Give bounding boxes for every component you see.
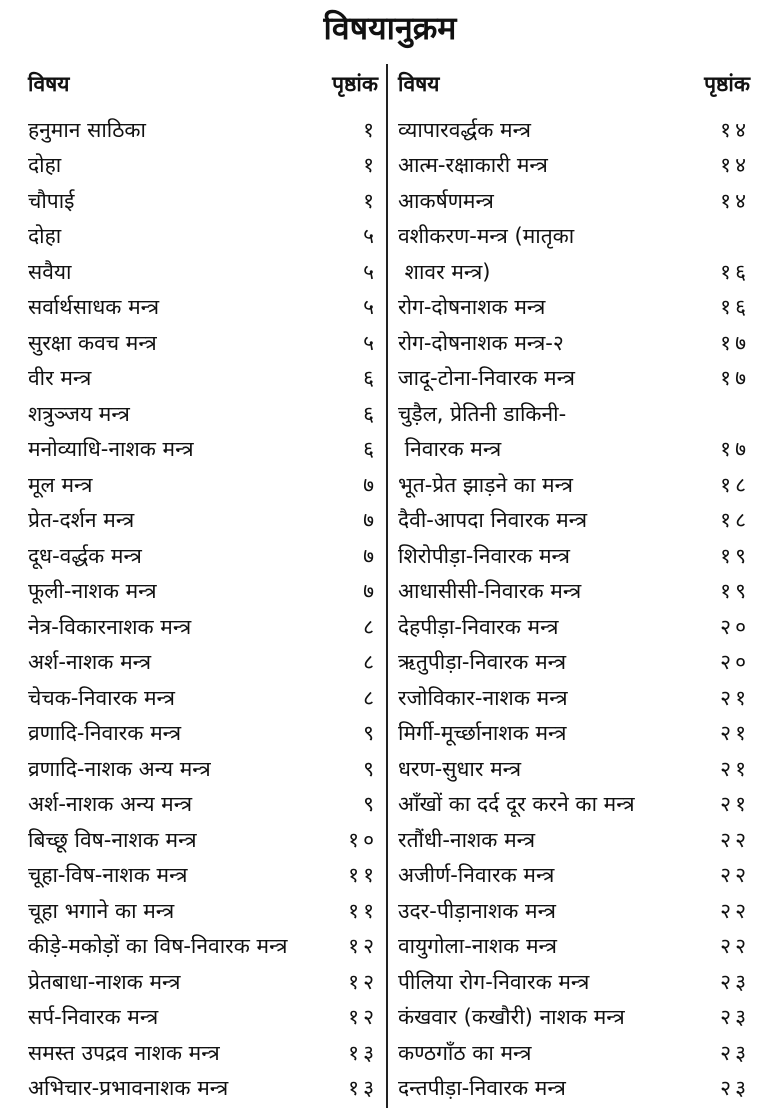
- entry-page-number: २२: [720, 898, 750, 923]
- entry-page-number: १३: [348, 1040, 378, 1065]
- entry-title: अभिचार-प्रभावनाशक मन्त्र: [28, 1076, 229, 1101]
- entry-title: व्यापारवर्द्धक मन्त्र: [398, 117, 531, 142]
- toc-entry: [398, 1071, 750, 1107]
- entry-title: चुड़ैल, प्रेतिनी डाकिनी-: [398, 401, 567, 426]
- entry-page-number: ८: [363, 614, 378, 639]
- entry-title: रजोविकार-नाशक मन्त्र: [398, 685, 568, 710]
- entry-title: दोहा: [28, 153, 62, 178]
- entry-title: पीलिया रोग-निवारक मन्त्र: [398, 969, 590, 994]
- entry-title: कण्ठगाँठ का मन्त्र: [398, 1040, 532, 1065]
- toc-entry: [398, 964, 750, 1000]
- entry-page-number: २१: [720, 685, 750, 710]
- entry-page-number: १: [363, 117, 378, 142]
- entry-page-number: २२: [720, 863, 750, 888]
- entry-title: वायुगोला-नाशक मन्त्र: [398, 934, 557, 959]
- toc-entry: [398, 538, 750, 574]
- entry-page-number: १०: [348, 827, 378, 852]
- toc-entry: [398, 1035, 750, 1071]
- toc-entry: [398, 822, 750, 858]
- entry-title: कीड़े-मकोड़ों का विष-निवारक मन्त्र: [28, 934, 288, 959]
- entry-title: प्रेत-दर्शन मन्त्र: [28, 508, 135, 533]
- entry-title: दन्तपीड़ा-निवारक मन्त्र: [398, 1076, 566, 1101]
- entry-title: जादू-टोना-निवारक मन्त्र: [398, 366, 576, 391]
- entry-page-number: ७: [363, 579, 378, 604]
- toc-entry: [398, 112, 750, 148]
- entry-title: वीर मन्त्र: [28, 366, 92, 391]
- toc-entry: [398, 893, 750, 929]
- entry-title: उदर-पीड़ानाशक मन्त्र: [398, 898, 557, 923]
- toc-entry: [28, 112, 378, 148]
- entry-title: कंखवार (कखौरी) नाशक मन्त्र: [398, 1005, 625, 1030]
- entry-title: निवारक मन्त्र: [398, 437, 502, 462]
- entry-page-number: ६: [363, 366, 378, 391]
- page-header: पृष्ठांक: [332, 72, 378, 96]
- entry-title: रतौंधी-नाशक मन्त्र: [398, 827, 536, 852]
- toc-column-left: [28, 64, 378, 1106]
- entry-page-number: २१: [720, 792, 750, 817]
- entry-page-number: १७: [720, 330, 750, 355]
- toc-entry: [28, 858, 378, 894]
- toc-entry: [28, 964, 378, 1000]
- entry-page-number: १९: [720, 579, 750, 604]
- entry-page-number: ९: [363, 756, 378, 781]
- entry-title: चौपाई: [28, 188, 75, 213]
- toc-entry: [28, 574, 378, 610]
- toc-entry: [28, 361, 378, 397]
- entry-title: आँखों का दर्द दूर करने का मन्त्र: [398, 792, 635, 817]
- toc-entry: [398, 858, 750, 894]
- entry-page-number: १८: [720, 508, 750, 533]
- toc-entry: [398, 787, 750, 823]
- entry-title: आत्म-रक्षाकारी मन्त्र: [398, 153, 548, 178]
- entry-page-number: १२: [348, 1005, 378, 1030]
- entry-title: मनोव्याधि-नाशक मन्त्र: [28, 437, 194, 462]
- toc-entry: [28, 1035, 378, 1071]
- toc-entry: [398, 751, 750, 787]
- entry-title: चूहा-विष-नाशक मन्त्र: [28, 863, 188, 888]
- subject-header: विषय: [398, 72, 440, 96]
- page-title: विषयानुक्रम: [323, 9, 457, 47]
- toc-list: [28, 112, 378, 1106]
- toc-entry: [28, 290, 378, 326]
- toc-column-right: [398, 64, 750, 1106]
- toc-entry: [28, 396, 378, 432]
- toc-entry: [398, 290, 750, 326]
- toc-entry: [398, 183, 750, 219]
- entry-page-number: २१: [720, 721, 750, 746]
- toc-entry: [398, 645, 750, 681]
- entry-title: रोग-दोषनाशक मन्त्र: [398, 295, 546, 320]
- entry-page-number: २३: [720, 1005, 750, 1030]
- toc-entry: [28, 716, 378, 752]
- toc-entry: [28, 538, 378, 574]
- entry-title: रोग-दोषनाशक मन्त्र-२: [398, 330, 564, 355]
- entry-page-number: २३: [720, 969, 750, 994]
- entry-title: चूहा भगाने का मन्त्र: [28, 898, 175, 923]
- entry-page-number: ११: [348, 898, 378, 923]
- entry-title: ऋतुपीड़ा-निवारक मन्त्र: [398, 650, 567, 675]
- toc-entry: [398, 574, 750, 610]
- entry-title: सर्प-निवारक मन्त्र: [28, 1005, 159, 1030]
- entry-page-number: १४: [720, 153, 750, 178]
- page-header: पृष्ठांक: [704, 72, 750, 96]
- column-divider: [386, 64, 388, 1108]
- toc-entry: [398, 503, 750, 539]
- entry-page-number: ५: [363, 295, 378, 320]
- entry-title: वशीकरण-मन्त्र (मातृका: [398, 224, 575, 249]
- toc-entry: [28, 503, 378, 539]
- entry-title: फूली-नाशक मन्त्र: [28, 579, 157, 604]
- toc-entry: [28, 325, 378, 361]
- entry-page-number: २२: [720, 934, 750, 959]
- toc-entry: [28, 254, 378, 290]
- entry-title: शत्रुञ्जय मन्त्र: [28, 401, 130, 426]
- entry-title: प्रेतबाधा-नाशक मन्त्र: [28, 969, 181, 994]
- entry-page-number: ७: [363, 508, 378, 533]
- entry-title: बिच्छू विष-नाशक मन्त्र: [28, 827, 197, 852]
- entry-page-number: २३: [720, 1076, 750, 1101]
- toc-entry: [398, 680, 750, 716]
- entry-page-number: १४: [720, 188, 750, 213]
- entry-page-number: १: [363, 188, 378, 213]
- toc-entry: [28, 183, 378, 219]
- toc-entry: [398, 432, 750, 468]
- subject-header: विषय: [28, 72, 70, 96]
- entry-title: नेत्र-विकारनाशक मन्त्र: [28, 614, 192, 639]
- toc-entry: [398, 219, 750, 255]
- entry-title: सुरक्षा कवच मन्त्र: [28, 330, 157, 355]
- entry-page-number: १६: [720, 295, 750, 320]
- toc-entry: [398, 716, 750, 752]
- entry-title: सवैया: [28, 259, 72, 284]
- toc-entry: [28, 1000, 378, 1036]
- column-header: [28, 64, 378, 104]
- toc-entry: [398, 254, 750, 290]
- entry-page-number: २२: [720, 827, 750, 852]
- entry-page-number: ७: [363, 543, 378, 568]
- entry-page-number: २०: [720, 614, 750, 639]
- entry-title: हनुमान साठिका: [28, 117, 146, 142]
- toc-entry: [398, 929, 750, 965]
- toc-entry: [28, 645, 378, 681]
- entry-title: धरण-सुधार मन्त्र: [398, 756, 522, 781]
- toc-entry: [28, 929, 378, 965]
- toc-entry: [28, 680, 378, 716]
- entry-page-number: ९: [363, 792, 378, 817]
- entry-page-number: २१: [720, 756, 750, 781]
- toc-list: [398, 112, 750, 1106]
- toc-entry: [28, 751, 378, 787]
- entry-title: अर्श-नाशक अन्य मन्त्र: [28, 792, 193, 817]
- entry-title: सर्वार्थसाधक मन्त्र: [28, 295, 160, 320]
- entry-title: समस्त उपद्रव नाशक मन्त्र: [28, 1040, 220, 1065]
- toc-entry: [28, 148, 378, 184]
- entry-page-number: ६: [363, 401, 378, 426]
- entry-page-number: ११: [348, 863, 378, 888]
- entry-title: शावर मन्त्र): [398, 259, 491, 284]
- entry-title: अर्श-नाशक मन्त्र: [28, 650, 152, 675]
- entry-page-number: २३: [720, 1040, 750, 1065]
- entry-page-number: ९: [363, 721, 378, 746]
- entry-title: देहपीड़ा-निवारक मन्त्र: [398, 614, 559, 639]
- entry-page-number: १३: [348, 1076, 378, 1101]
- toc-entry: [28, 822, 378, 858]
- entry-page-number: १७: [720, 437, 750, 462]
- entry-title: शिरोपीड़ा-निवारक मन्त्र: [398, 543, 570, 568]
- entry-page-number: १८: [720, 472, 750, 497]
- entry-page-number: १२: [348, 969, 378, 994]
- entry-page-number: २०: [720, 650, 750, 675]
- entry-page-number: १४: [720, 117, 750, 142]
- entry-page-number: १६: [720, 259, 750, 284]
- toc-entry: [28, 219, 378, 255]
- toc-entry: [28, 609, 378, 645]
- toc-entry: [398, 148, 750, 184]
- column-header: [398, 64, 750, 104]
- entry-title: व्रणादि-निवारक मन्त्र: [28, 721, 182, 746]
- toc-entry: [28, 787, 378, 823]
- toc-entry: [398, 467, 750, 503]
- entry-page-number: ५: [363, 330, 378, 355]
- entry-page-number: ५: [363, 224, 378, 249]
- entry-page-number: ८: [363, 685, 378, 710]
- entry-page-number: १: [363, 153, 378, 178]
- toc-entry: [398, 1000, 750, 1036]
- entry-title: आकर्षणमन्त्र: [398, 188, 494, 213]
- entry-title: भूत-प्रेत झाड़ने का मन्त्र: [398, 472, 574, 497]
- entry-page-number: ५: [363, 259, 378, 284]
- toc-entry: [28, 893, 378, 929]
- entry-title: मूल मन्त्र: [28, 472, 93, 497]
- toc-entry: [398, 396, 750, 432]
- toc-entry: [398, 609, 750, 645]
- entry-page-number: ८: [363, 650, 378, 675]
- entry-page-number: १२: [348, 934, 378, 959]
- entry-title: दैवी-आपदा निवारक मन्त्र: [398, 508, 588, 533]
- toc-entry: [28, 467, 378, 503]
- toc-entry: [398, 361, 750, 397]
- entry-title: चेचक-निवारक मन्त्र: [28, 685, 175, 710]
- entry-page-number: ६: [363, 437, 378, 462]
- toc-entry: [398, 325, 750, 361]
- entry-title: मिर्गी-मूर्च्छानाशक मन्त्र: [398, 721, 567, 746]
- entry-page-number: १७: [720, 366, 750, 391]
- entry-page-number: १९: [720, 543, 750, 568]
- entry-title: अजीर्ण-निवारक मन्त्र: [398, 863, 555, 888]
- entry-page-number: ७: [363, 472, 378, 497]
- entry-title: व्रणादि-नाशक अन्य मन्त्र: [28, 756, 211, 781]
- entry-title: दोहा: [28, 224, 62, 249]
- entry-title: आधासीसी-निवारक मन्त्र: [398, 579, 582, 604]
- toc-entry: [28, 432, 378, 468]
- entry-title: दूध-वर्द्धक मन्त्र: [28, 543, 142, 568]
- toc-entry: [28, 1071, 378, 1107]
